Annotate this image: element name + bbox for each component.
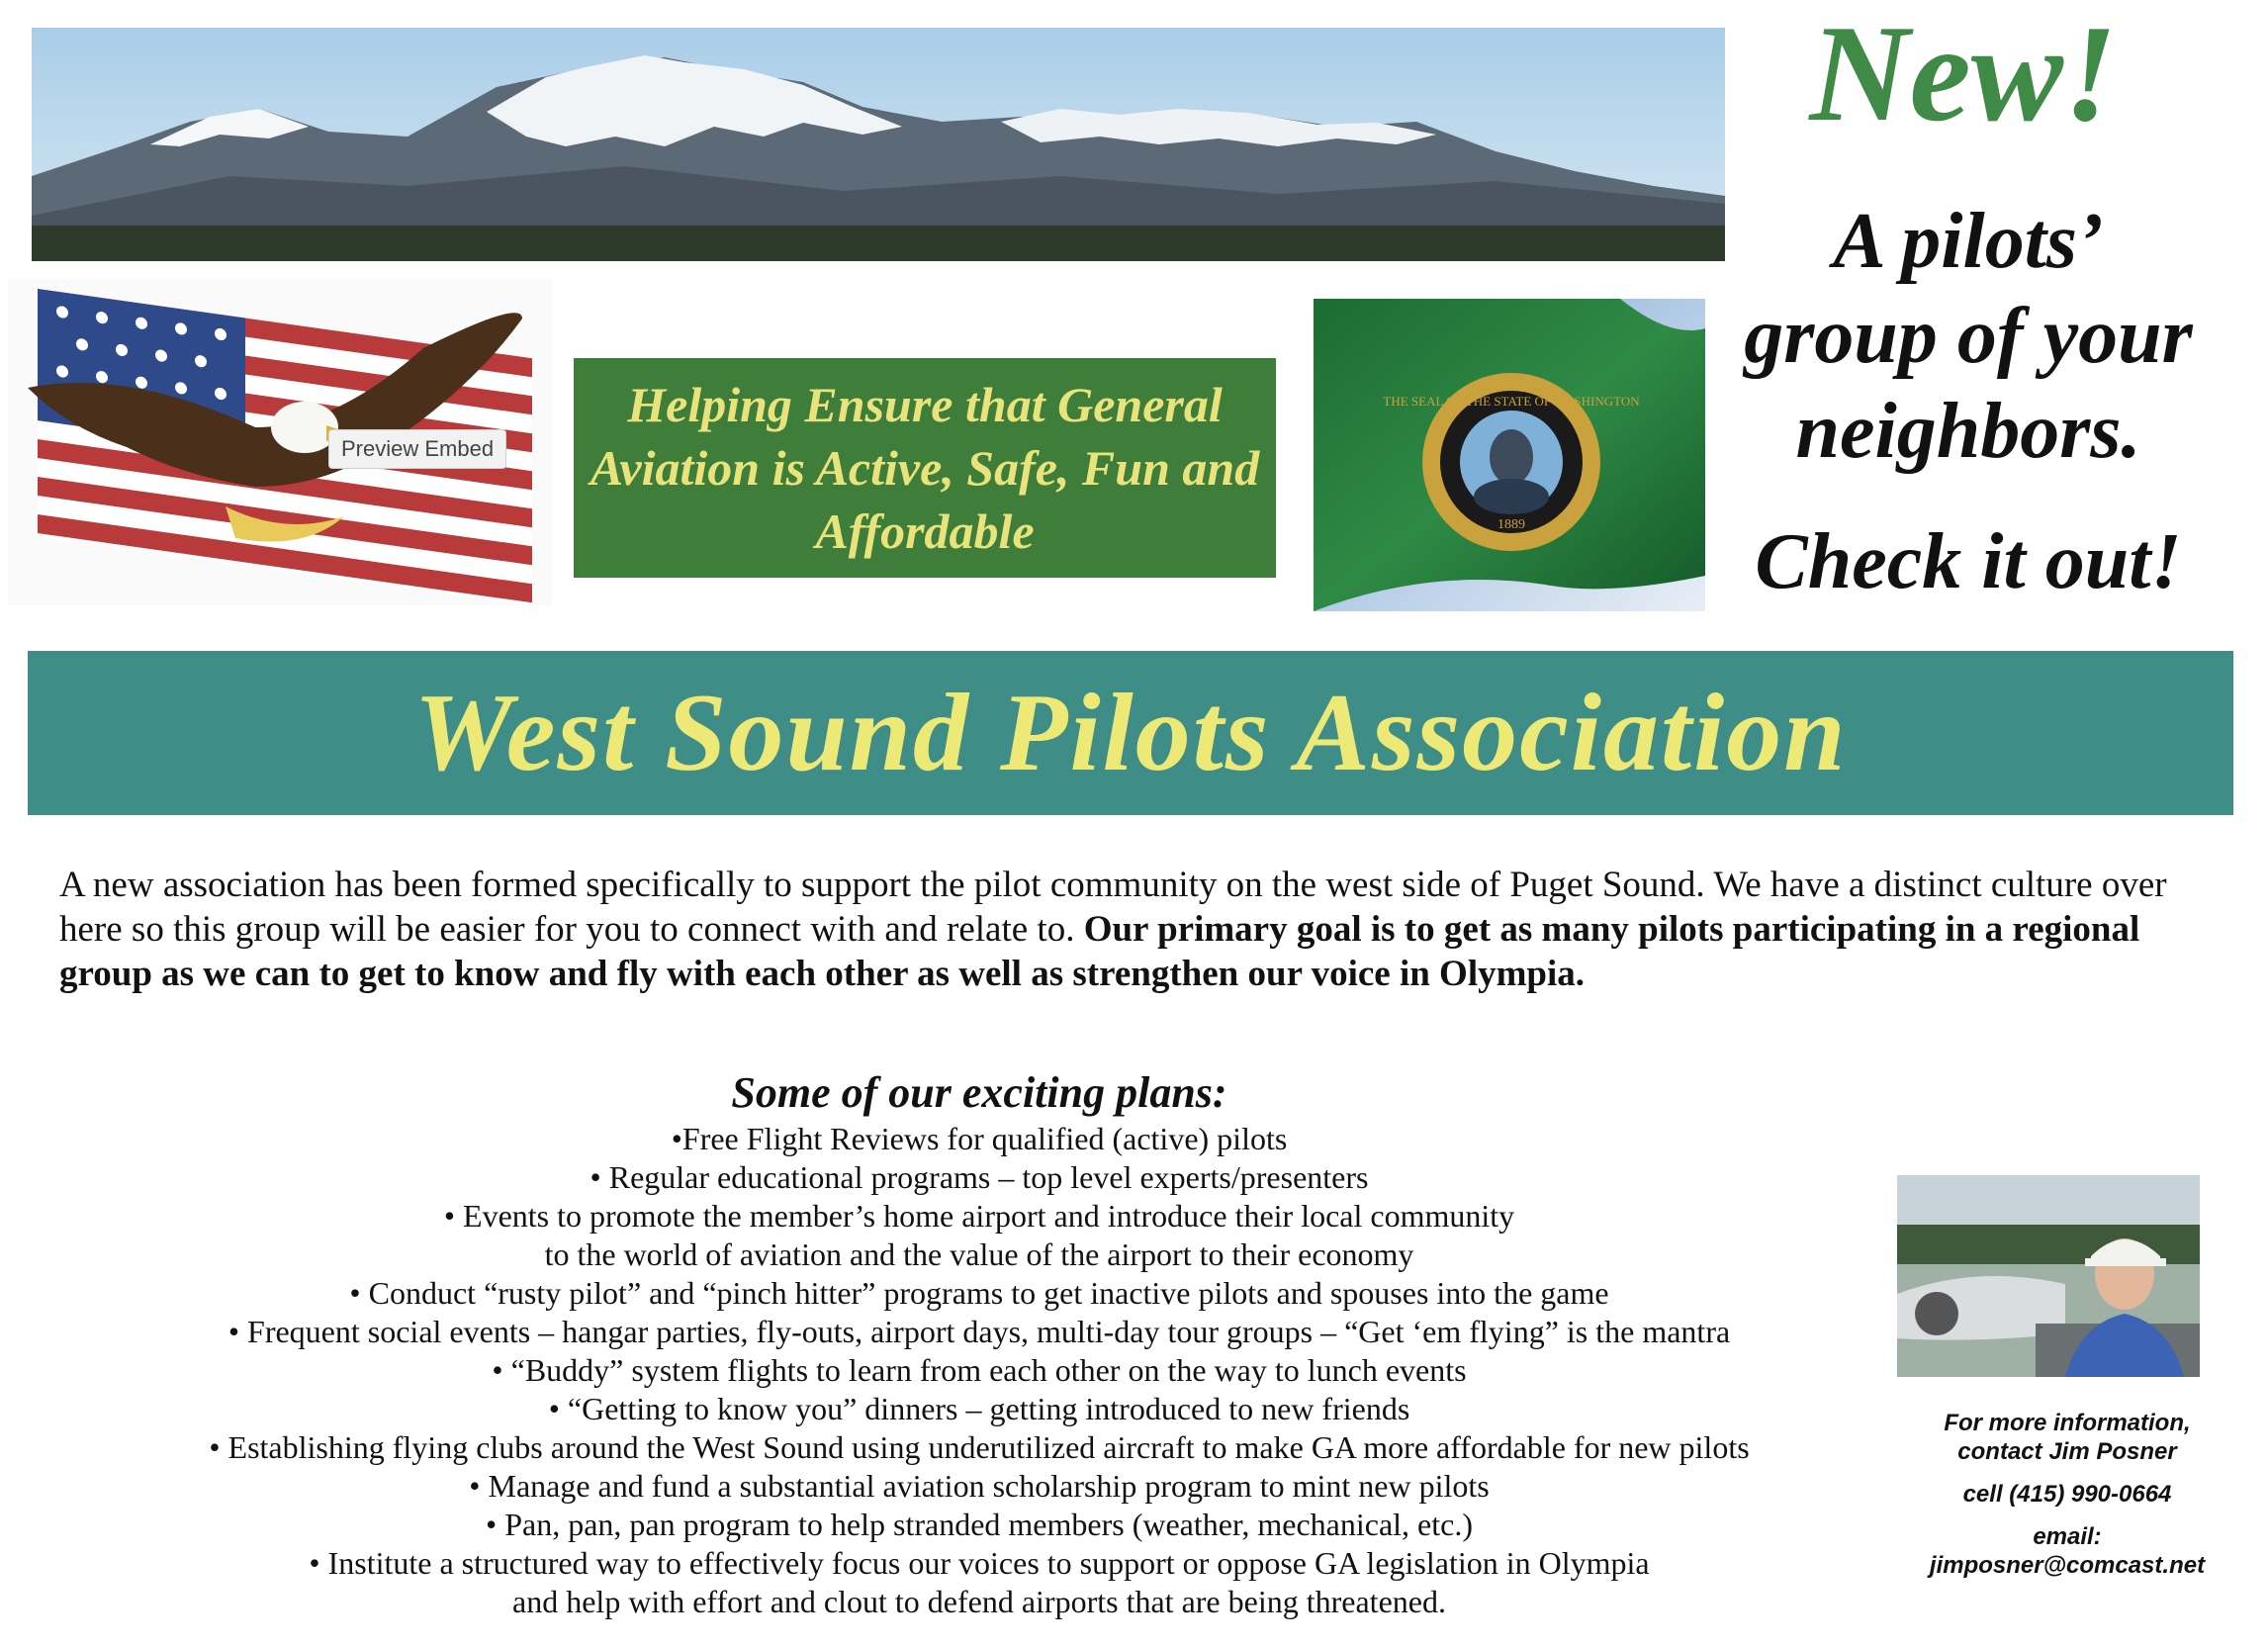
plans-heading: Some of our exciting plans: bbox=[731, 1068, 1227, 1117]
contact-photo bbox=[1897, 1175, 2200, 1377]
plan-item: and help with effort and clout to defend airports that are being threatened. bbox=[512, 1584, 1446, 1619]
washington-flag-image bbox=[1314, 299, 1705, 611]
plan-item: • Pan, pan, pan program to help stranded members (weather, mechanical, etc.) bbox=[486, 1507, 1473, 1542]
motto-box: Helping Ensure that General Aviation is Active, Safe, Fun and Affordable bbox=[574, 358, 1276, 578]
check-it-out: Check it out! bbox=[1755, 518, 2182, 605]
association-title-banner: West Sound Pilots Association bbox=[28, 651, 2233, 815]
plan-item: • “Buddy” system flights to learn from each other on the way to lunch events bbox=[492, 1352, 1467, 1388]
mountain-banner-image bbox=[32, 28, 1725, 261]
plan-item: •Free Flight Reviews for qualified (active) pilots bbox=[671, 1121, 1288, 1156]
plan-item: • Conduct “rusty pilot” and “pinch hitter” programs to get inactive pilots and spouses into the game bbox=[349, 1275, 1609, 1311]
plan-item: • Establishing flying clubs around the West Sound using underutilized aircraft to make GA more affordable for new pilots bbox=[209, 1429, 1750, 1465]
new-headline: New! bbox=[1809, 0, 2118, 150]
contact-email[interactable]: jimposner@comcast.net bbox=[1929, 1552, 2206, 1579]
contact-intro: For more information, contact Jim Posner bbox=[1944, 1410, 2191, 1465]
plan-item: • Regular educational programs – top level experts/presenters bbox=[590, 1159, 1369, 1195]
plan-item: • Manage and fund a substantial aviation scholarship program to mint new pilots bbox=[469, 1468, 1490, 1504]
tagline-line-2: group of your bbox=[1744, 293, 2193, 380]
plan-item: • “Getting to know you” dinners – getting introduced to new friends bbox=[548, 1391, 1410, 1426]
plan-item: to the world of aviation and the value of the airport to their economy bbox=[544, 1236, 1414, 1272]
intro-goal-text: Our primary goal is to get as many pilots participating in a regional group as we can to get to know and fly with each other as well as strengthen our voice in Olympia. bbox=[59, 909, 2140, 994]
tagline-line-1: A pilots’ bbox=[1833, 198, 2104, 285]
plans-list bbox=[79, 1120, 1879, 1621]
plan-item: • Events to promote the member’s home airport and introduce their local community bbox=[443, 1198, 1515, 1234]
contact-info bbox=[1899, 1409, 2235, 1594]
intro-paragraph bbox=[59, 863, 2206, 996]
contact-cell: cell (415) 990-0664 bbox=[1962, 1481, 2172, 1508]
intro-text: A new association has been formed specifically to support the pilot community on the west side of Puget Sound. We have a distinct culture over here so this group will be easier for you to connect with and relate to. bbox=[59, 865, 2167, 950]
tagline bbox=[1721, 194, 2216, 479]
seal-year: 1889 bbox=[1497, 517, 1525, 532]
contact-email-label: email: bbox=[2033, 1523, 2102, 1550]
seal-text: THE SEAL OF THE STATE OF WASHINGTON bbox=[1383, 394, 1640, 409]
plan-item: • Frequent social events – hangar parties, fly-outs, airport days, multi-day tour groups – “Get ‘em flying” is the mantra bbox=[227, 1314, 1731, 1349]
tagline-line-3: neighbors. bbox=[1795, 388, 2141, 475]
plan-item: • Institute a structured way to effectively focus our voices to support or oppose GA legislation in Olympia bbox=[309, 1545, 1650, 1581]
preview-embed-tooltip[interactable]: Preview Embed bbox=[328, 429, 506, 469]
